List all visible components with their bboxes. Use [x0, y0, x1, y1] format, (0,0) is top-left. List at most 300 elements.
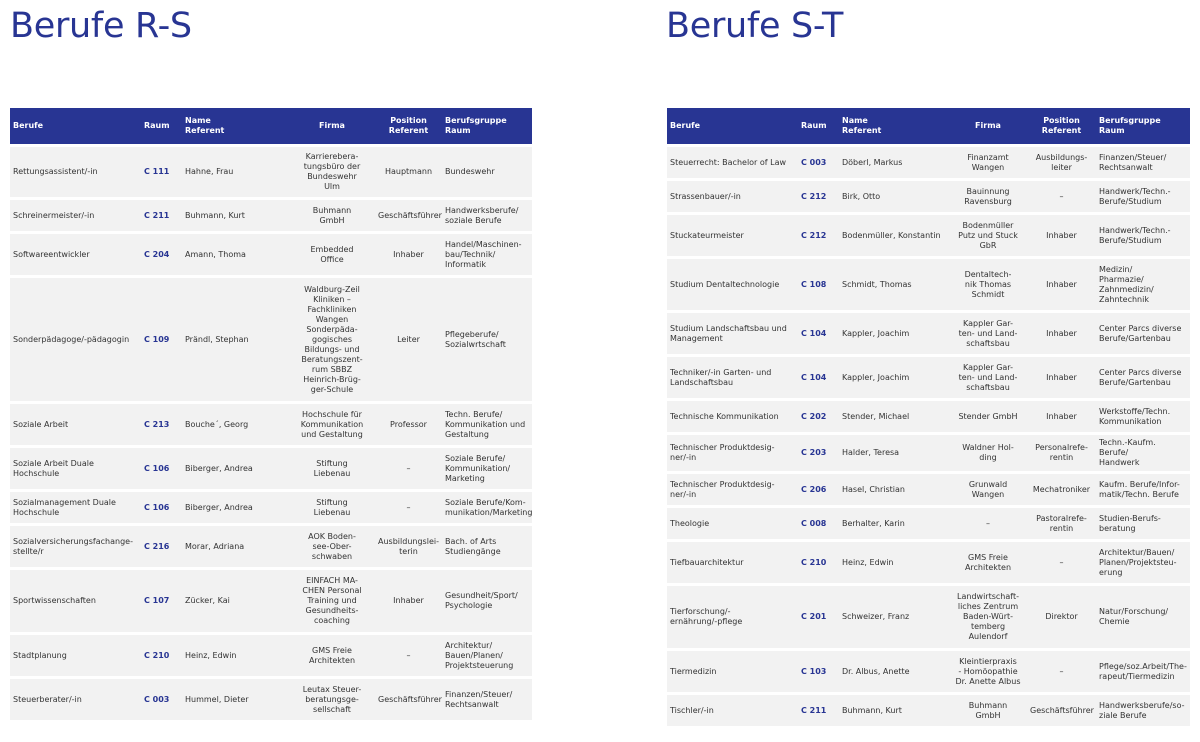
- cell-berufsgruppe: [1096, 357, 1190, 398]
- cell-text: Sozialversicherungsfachange- stellte/r: [13, 536, 133, 556]
- cell-text: Hasel, Christian: [842, 484, 905, 494]
- cell-name-referent: [839, 215, 949, 256]
- header-line: Berufsgruppe: [445, 116, 507, 125]
- cell-text: Finanzamt Wangen: [967, 152, 1009, 172]
- cell-text: Professor: [390, 419, 427, 429]
- cell-text: Hauptmann: [384, 167, 433, 176]
- cell-position-referent: [375, 200, 442, 231]
- cell-position-referent: [1027, 651, 1096, 692]
- cell-name-referent: [839, 357, 949, 398]
- cell-name-referent: [839, 651, 949, 692]
- table-body-left: [10, 147, 532, 720]
- cell-firma: [289, 147, 375, 197]
- cell-text: Geschäftsführer: [1030, 705, 1094, 715]
- cell-raum: [141, 679, 182, 720]
- cell-firma: [949, 435, 1027, 471]
- cell-text: Schreinermeister/-in: [13, 210, 95, 220]
- header-line: Position: [1043, 116, 1080, 125]
- cell-text: Medizin/ Pharmazie/ Zahnmedizin/ Zahntechnik: [1099, 264, 1154, 304]
- cell-beruf: [10, 200, 141, 231]
- header-line: Raum: [445, 126, 471, 135]
- cell-text: C 203: [801, 448, 827, 457]
- cell-beruf: [667, 357, 798, 398]
- cell-text: Schweizer, Franz: [842, 612, 910, 621]
- table-header-row: [667, 108, 1190, 144]
- header-line: Referent: [842, 126, 882, 135]
- cell-beruf: [10, 526, 141, 567]
- cell-text: Amann, Thoma: [185, 249, 246, 259]
- header-line: Berufsgruppe: [1099, 116, 1161, 125]
- cell-position-referent: [375, 526, 442, 567]
- cell-text: Kaufm. Berufe/Infor- matik/Techn. Berufe: [1099, 479, 1180, 499]
- cell-text: Buhmann, Kurt: [842, 705, 902, 715]
- header-firma: Firma: [289, 108, 375, 144]
- cell-text: Prändl, Stephan: [185, 334, 249, 344]
- cell-beruf: [10, 635, 141, 676]
- cell-raum: [798, 401, 839, 432]
- cell-text: C 211: [801, 705, 827, 715]
- table-row: [10, 448, 532, 489]
- table-row: [667, 542, 1190, 583]
- cell-raum: [141, 570, 182, 632]
- cell-beruf: [667, 259, 798, 310]
- cell-firma: [949, 259, 1027, 310]
- cell-berufsgruppe: [1096, 259, 1190, 310]
- cell-text: Tiermedizin: [670, 666, 717, 676]
- cell-text: Bodenmüller, Konstantin: [842, 230, 941, 240]
- cell-berufsgruppe: [442, 147, 532, 197]
- cell-position-referent: [1027, 401, 1096, 432]
- cell-firma: [289, 526, 375, 567]
- cell-name-referent: [839, 147, 949, 178]
- cell-text: Stender, Michael: [842, 411, 910, 421]
- cell-position-referent: [1027, 695, 1096, 726]
- cell-text: Sonderpädagoge/-pädagogin: [13, 334, 130, 344]
- cell-text: Buhmann, Kurt: [185, 210, 245, 220]
- cell-raum: [141, 147, 182, 197]
- cell-position-referent: [1027, 508, 1096, 539]
- cell-text: Leutax Steuer- beratungsge- sellschaft: [302, 684, 362, 714]
- cell-text: Center Parcs diverse Berufe/Gartenbau: [1099, 367, 1182, 387]
- cell-raum: [141, 635, 182, 676]
- cell-raum: [141, 234, 182, 275]
- cell-text: Pastoralrefe- rentin: [1036, 513, 1087, 533]
- cell-firma: [289, 448, 375, 489]
- cell-text: Architektur/Bauen/ Planen/Projektsteu- erung: [1099, 547, 1177, 577]
- cell-name-referent: [839, 259, 949, 310]
- cell-berufsgruppe: [1096, 147, 1190, 178]
- cell-text: Direktor: [1045, 612, 1078, 621]
- cell-text: Halder, Teresa: [842, 448, 900, 457]
- cell-text: Handwerk/Techn.- Berufe/Studium: [1099, 186, 1171, 206]
- cell-raum: [141, 200, 182, 231]
- cell-text: –: [406, 502, 411, 512]
- cell-berufsgruppe: [442, 492, 532, 523]
- cell-text: C 213: [144, 419, 170, 429]
- cell-text: C 204: [144, 249, 170, 259]
- cell-text: Soziale Arbeit Duale Hochschule: [13, 458, 94, 478]
- cell-text: Inhaber: [1046, 411, 1077, 421]
- cell-text: Architektur/ Bauen/Planen/ Projektsteuerung: [445, 640, 514, 670]
- cell-text: C 201: [801, 612, 827, 621]
- header-line: Referent: [388, 126, 429, 135]
- cell-text: C 106: [144, 463, 170, 473]
- cell-raum: [141, 278, 182, 401]
- table-body-right: [667, 147, 1190, 726]
- cell-text: Softwareentwickler: [13, 249, 90, 259]
- cell-text: Pflege/soz.Arbeit/The- rapeut/Tiermedizin: [1099, 661, 1187, 681]
- cell-firma: [289, 234, 375, 275]
- cell-raum: [798, 508, 839, 539]
- cell-berufsgruppe: [1096, 695, 1190, 726]
- cell-text: Technischer Produktdesig- ner/-in: [670, 479, 775, 499]
- cell-berufsgruppe: [1096, 181, 1190, 212]
- cell-text: C 003: [801, 157, 827, 167]
- cell-text: Studium Landschaftsbau und Management: [670, 323, 787, 343]
- cell-text: Embedded Office: [310, 244, 354, 264]
- cell-text: Kleintierpraxis - Homöopathie Dr. Anette Albus: [955, 656, 1021, 686]
- cell-text: C 212: [801, 191, 827, 201]
- cell-text: Kappler, Joachim: [842, 328, 910, 338]
- cell-text: Bundeswehr: [445, 167, 495, 176]
- cell-berufsgruppe: [442, 278, 532, 401]
- cell-text: Geschäftsführer: [378, 694, 442, 704]
- cell-text: Bodenmüller Putz und Stuck GbR: [958, 220, 1018, 250]
- header-line: Name: [842, 116, 868, 125]
- cell-berufsgruppe: [442, 234, 532, 275]
- cell-beruf: [667, 586, 798, 648]
- header-line: Referent: [185, 126, 225, 135]
- cell-text: C 107: [144, 596, 170, 605]
- cell-name-referent: [182, 492, 289, 523]
- cell-text: GMS Freie Architekten: [964, 552, 1012, 572]
- cell-text: C 206: [801, 484, 827, 494]
- table-row: [667, 695, 1190, 726]
- cell-text: Techn. Berufe/ Kommunikation und Gestaltung: [445, 409, 526, 439]
- cell-text: Zücker, Kai: [185, 596, 230, 605]
- cell-firma: [949, 651, 1027, 692]
- cell-name-referent: [182, 200, 289, 231]
- cell-name-referent: [839, 181, 949, 212]
- cell-text: Bauinnung Ravensburg: [964, 186, 1012, 206]
- cell-text: Inhaber: [1046, 328, 1077, 338]
- cell-berufsgruppe: [1096, 586, 1190, 648]
- cell-name-referent: [839, 586, 949, 648]
- cell-text: Ausbildungslei- terin: [378, 536, 439, 556]
- cell-text: AOK Boden- see-Ober- schwaben: [308, 531, 356, 561]
- table-row: [10, 234, 532, 275]
- cell-position-referent: [375, 147, 442, 197]
- cell-beruf: [10, 234, 141, 275]
- header-raum: Raum: [141, 108, 182, 144]
- cell-beruf: [667, 542, 798, 583]
- cell-text: Buhmann GmbH: [968, 700, 1008, 720]
- cell-text: Sozialmanagement Duale Hochschule: [13, 497, 116, 517]
- table-row: [667, 474, 1190, 505]
- cell-berufsgruppe: [442, 679, 532, 720]
- table-row: [667, 508, 1190, 539]
- cell-berufsgruppe: [442, 635, 532, 676]
- cell-position-referent: [1027, 259, 1096, 310]
- table-row: [667, 586, 1190, 648]
- cell-berufsgruppe: [1096, 474, 1190, 505]
- header-berufsgruppe-raum: [1096, 108, 1190, 144]
- table-row: [667, 259, 1190, 310]
- table-row: [667, 147, 1190, 178]
- table-row: [667, 357, 1190, 398]
- cell-text: Dentaltech- nik Thomas Schmidt: [964, 269, 1012, 299]
- cell-position-referent: [375, 234, 442, 275]
- cell-position-referent: [1027, 181, 1096, 212]
- cell-text: Schmidt, Thomas: [842, 279, 912, 289]
- header-line: Raum: [1099, 126, 1125, 135]
- cell-text: Karrierebera- tungsbüro der Bundeswehr Ulm: [303, 152, 361, 191]
- table-row: [667, 181, 1190, 212]
- cell-text: Werkstoffe/Techn. Kommunikation: [1099, 406, 1171, 426]
- header-position-referent: [1027, 108, 1096, 144]
- cell-position-referent: [375, 570, 442, 632]
- cell-berufsgruppe: [442, 570, 532, 632]
- cell-raum: [798, 147, 839, 178]
- header-position-referent: [375, 108, 442, 144]
- cell-text: C 216: [144, 541, 170, 551]
- header-berufe: Berufe: [667, 108, 798, 144]
- cell-name-referent: [182, 448, 289, 489]
- cell-name-referent: [839, 435, 949, 471]
- table-row: [10, 200, 532, 231]
- table-row: [667, 401, 1190, 432]
- cell-text: Mechatroniker: [1032, 484, 1091, 494]
- page-title-right: Berufe S-T: [666, 6, 844, 46]
- cell-text: Finanzen/Steuer/ Rechtsanwalt: [445, 689, 513, 709]
- cell-berufsgruppe: [442, 404, 532, 445]
- cell-beruf: [10, 492, 141, 523]
- cell-position-referent: [375, 404, 442, 445]
- cell-text: Studium Dentaltechnologie: [670, 279, 780, 289]
- cell-text: Natur/Forschung/ Chemie: [1099, 607, 1169, 626]
- cell-name-referent: [839, 695, 949, 726]
- header-berufe: Berufe: [10, 108, 141, 144]
- cell-text: C 104: [801, 372, 827, 382]
- cell-text: Stadtplanung: [13, 650, 67, 660]
- cell-text: Soziale Berufe/Kom- munikation/Marketing: [445, 497, 533, 517]
- table-row: [10, 635, 532, 676]
- cell-text: Stiftung Liebenau: [313, 458, 351, 478]
- table-row: [10, 492, 532, 523]
- jobs-table-left: [10, 105, 532, 723]
- cell-position-referent: [1027, 313, 1096, 354]
- cell-firma: [949, 147, 1027, 178]
- cell-raum: [798, 474, 839, 505]
- cell-name-referent: [182, 404, 289, 445]
- cell-raum: [141, 492, 182, 523]
- cell-position-referent: [375, 492, 442, 523]
- cell-firma: [289, 200, 375, 231]
- cell-text: Handwerk/Techn.- Berufe/Studium: [1099, 225, 1171, 245]
- cell-position-referent: [1027, 542, 1096, 583]
- cell-name-referent: [182, 147, 289, 197]
- cell-firma: [949, 542, 1027, 583]
- cell-text: Tiefbauarchitektur: [670, 557, 744, 567]
- cell-text: Waldburg-Zeil Kliniken – Fachkliniken Wangen Sonderpäda- gogisches Bildungs- und Beratungszent- rum SBBZ Heinrich-Brüg- ger-Schule: [301, 284, 363, 394]
- cell-text: Waldner Hol- ding: [962, 443, 1014, 462]
- cell-text: Hahne, Frau: [185, 167, 234, 176]
- cell-text: C 210: [801, 557, 827, 567]
- header-name-referent: [182, 108, 289, 144]
- cell-text: –: [1059, 557, 1064, 567]
- cell-text: Handwerksberufe/so- ziale Berufe: [1099, 700, 1185, 720]
- cell-raum: [798, 542, 839, 583]
- cell-berufsgruppe: [1096, 508, 1190, 539]
- header-line: Position: [390, 116, 427, 125]
- cell-beruf: [10, 570, 141, 632]
- cell-beruf: [667, 474, 798, 505]
- cell-text: Techniker/-in Garten- und Landschaftsbau: [670, 367, 772, 387]
- cell-name-referent: [182, 278, 289, 401]
- cell-text: Techn.-Kaufm. Berufe/ Handwerk: [1099, 438, 1156, 467]
- cell-beruf: [667, 313, 798, 354]
- cell-text: Technischer Produktdesig- ner/-in: [670, 443, 775, 462]
- cell-text: Steuerberater/-in: [13, 694, 82, 704]
- cell-name-referent: [182, 679, 289, 720]
- cell-text: C 108: [801, 279, 827, 289]
- cell-text: Personalrefe- rentin: [1035, 443, 1088, 462]
- cell-raum: [141, 448, 182, 489]
- cell-firma: [289, 570, 375, 632]
- cell-firma: [289, 278, 375, 401]
- cell-position-referent: [1027, 357, 1096, 398]
- cell-text: Geschäftsführer: [378, 210, 442, 220]
- cell-name-referent: [839, 508, 949, 539]
- cell-raum: [798, 313, 839, 354]
- cell-beruf: [667, 508, 798, 539]
- header-firma: Firma: [949, 108, 1027, 144]
- cell-firma: [949, 508, 1027, 539]
- cell-text: C 104: [801, 328, 827, 338]
- cell-text: C 111: [144, 167, 170, 176]
- cell-text: Hochschule für Kommunikation und Gestaltung: [300, 409, 364, 439]
- table-row: [667, 435, 1190, 471]
- cell-berufsgruppe: [1096, 542, 1190, 583]
- cell-raum: [798, 259, 839, 310]
- cell-berufsgruppe: [442, 526, 532, 567]
- table-row: [667, 651, 1190, 692]
- cell-text: Inhaber: [1046, 279, 1077, 289]
- cell-text: Stiftung Liebenau: [313, 497, 351, 517]
- cell-text: Stuckateurmeister: [670, 230, 744, 240]
- cell-position-referent: [1027, 147, 1096, 178]
- cell-berufsgruppe: [1096, 435, 1190, 471]
- cell-beruf: [10, 404, 141, 445]
- cell-text: Heinz, Edwin: [185, 650, 237, 660]
- cell-firma: [949, 313, 1027, 354]
- cell-firma: [289, 492, 375, 523]
- cell-firma: [289, 404, 375, 445]
- cell-name-referent: [839, 313, 949, 354]
- header-raum: Raum: [798, 108, 839, 144]
- cell-text: C 003: [144, 694, 170, 704]
- page-title-left: Berufe R-S: [10, 6, 192, 46]
- cell-position-referent: [375, 278, 442, 401]
- header-berufsgruppe-raum: [442, 108, 532, 144]
- cell-text: Dr. Albus, Anette: [842, 666, 910, 676]
- cell-text: Landwirtschaft- liches Zentrum Baden-Würt- temberg Aulendorf: [957, 592, 1019, 641]
- cell-position-referent: [1027, 215, 1096, 256]
- table-row: [667, 215, 1190, 256]
- cell-text: Tischler/-in: [670, 705, 714, 715]
- cell-position-referent: [1027, 435, 1096, 471]
- cell-raum: [798, 357, 839, 398]
- cell-position-referent: [375, 679, 442, 720]
- table-row: [10, 404, 532, 445]
- header-name-referent: [839, 108, 949, 144]
- cell-text: GMS Freie Architekten: [308, 645, 356, 665]
- cell-raum: [798, 181, 839, 212]
- cell-text: Handwerksberufe/ soziale Berufe: [445, 205, 519, 225]
- table-row: [10, 526, 532, 567]
- cell-firma: [949, 181, 1027, 212]
- cell-berufsgruppe: [442, 448, 532, 489]
- cell-raum: [798, 435, 839, 471]
- cell-text: C 211: [144, 210, 170, 220]
- cell-name-referent: [182, 635, 289, 676]
- cell-text: C 008: [801, 518, 827, 528]
- cell-beruf: [10, 679, 141, 720]
- cell-text: Bouche´, Georg: [185, 419, 249, 429]
- cell-name-referent: [839, 474, 949, 505]
- cell-text: C 202: [801, 411, 827, 421]
- cell-text: Finanzen/Steuer/ Rechtsanwalt: [1099, 152, 1167, 172]
- cell-text: Tierforschung/- ernährung/-pflege: [670, 607, 743, 626]
- cell-text: Leiter: [397, 334, 420, 344]
- cell-text: Soziale Arbeit: [13, 419, 69, 429]
- cell-name-referent: [839, 401, 949, 432]
- cell-beruf: [667, 215, 798, 256]
- cell-beruf: [10, 147, 141, 197]
- cell-text: Inhaber: [1046, 230, 1077, 240]
- cell-text: Inhaber: [1046, 372, 1077, 382]
- cell-berufsgruppe: [1096, 401, 1190, 432]
- cell-text: C 103: [801, 666, 827, 676]
- cell-name-referent: [182, 234, 289, 275]
- cell-text: Steuerrecht: Bachelor of Law: [670, 157, 787, 167]
- cell-berufsgruppe: [442, 200, 532, 231]
- cell-text: Berhalter, Karin: [842, 518, 905, 528]
- cell-text: Handel/Maschinen- bau/Technik/ Informatik: [445, 239, 522, 269]
- cell-beruf: [667, 147, 798, 178]
- cell-text: EINFACH MA- CHEN Personal Training und Gesundheits- coaching: [302, 576, 362, 625]
- table-row: [10, 570, 532, 632]
- cell-text: Sportwissenschaften: [13, 596, 96, 605]
- cell-text: Biberger, Andrea: [185, 463, 253, 473]
- cell-text: Morar, Adriana: [185, 541, 245, 551]
- cell-text: –: [406, 463, 411, 473]
- cell-beruf: [10, 278, 141, 401]
- header-line: Referent: [1041, 126, 1082, 135]
- cell-text: Pflegeberufe/ Sozialwrtschaft: [445, 329, 506, 349]
- cell-beruf: [667, 181, 798, 212]
- cell-text: Technische Kommunikation: [670, 411, 779, 421]
- cell-text: C 212: [801, 230, 827, 240]
- cell-firma: [949, 586, 1027, 648]
- cell-text: Döberl, Markus: [842, 157, 903, 167]
- cell-text: Buhmann GmbH: [312, 205, 352, 225]
- cell-text: C 106: [144, 502, 170, 512]
- cell-position-referent: [375, 448, 442, 489]
- cell-beruf: [667, 651, 798, 692]
- table-row: [10, 679, 532, 720]
- table-row: [10, 147, 532, 197]
